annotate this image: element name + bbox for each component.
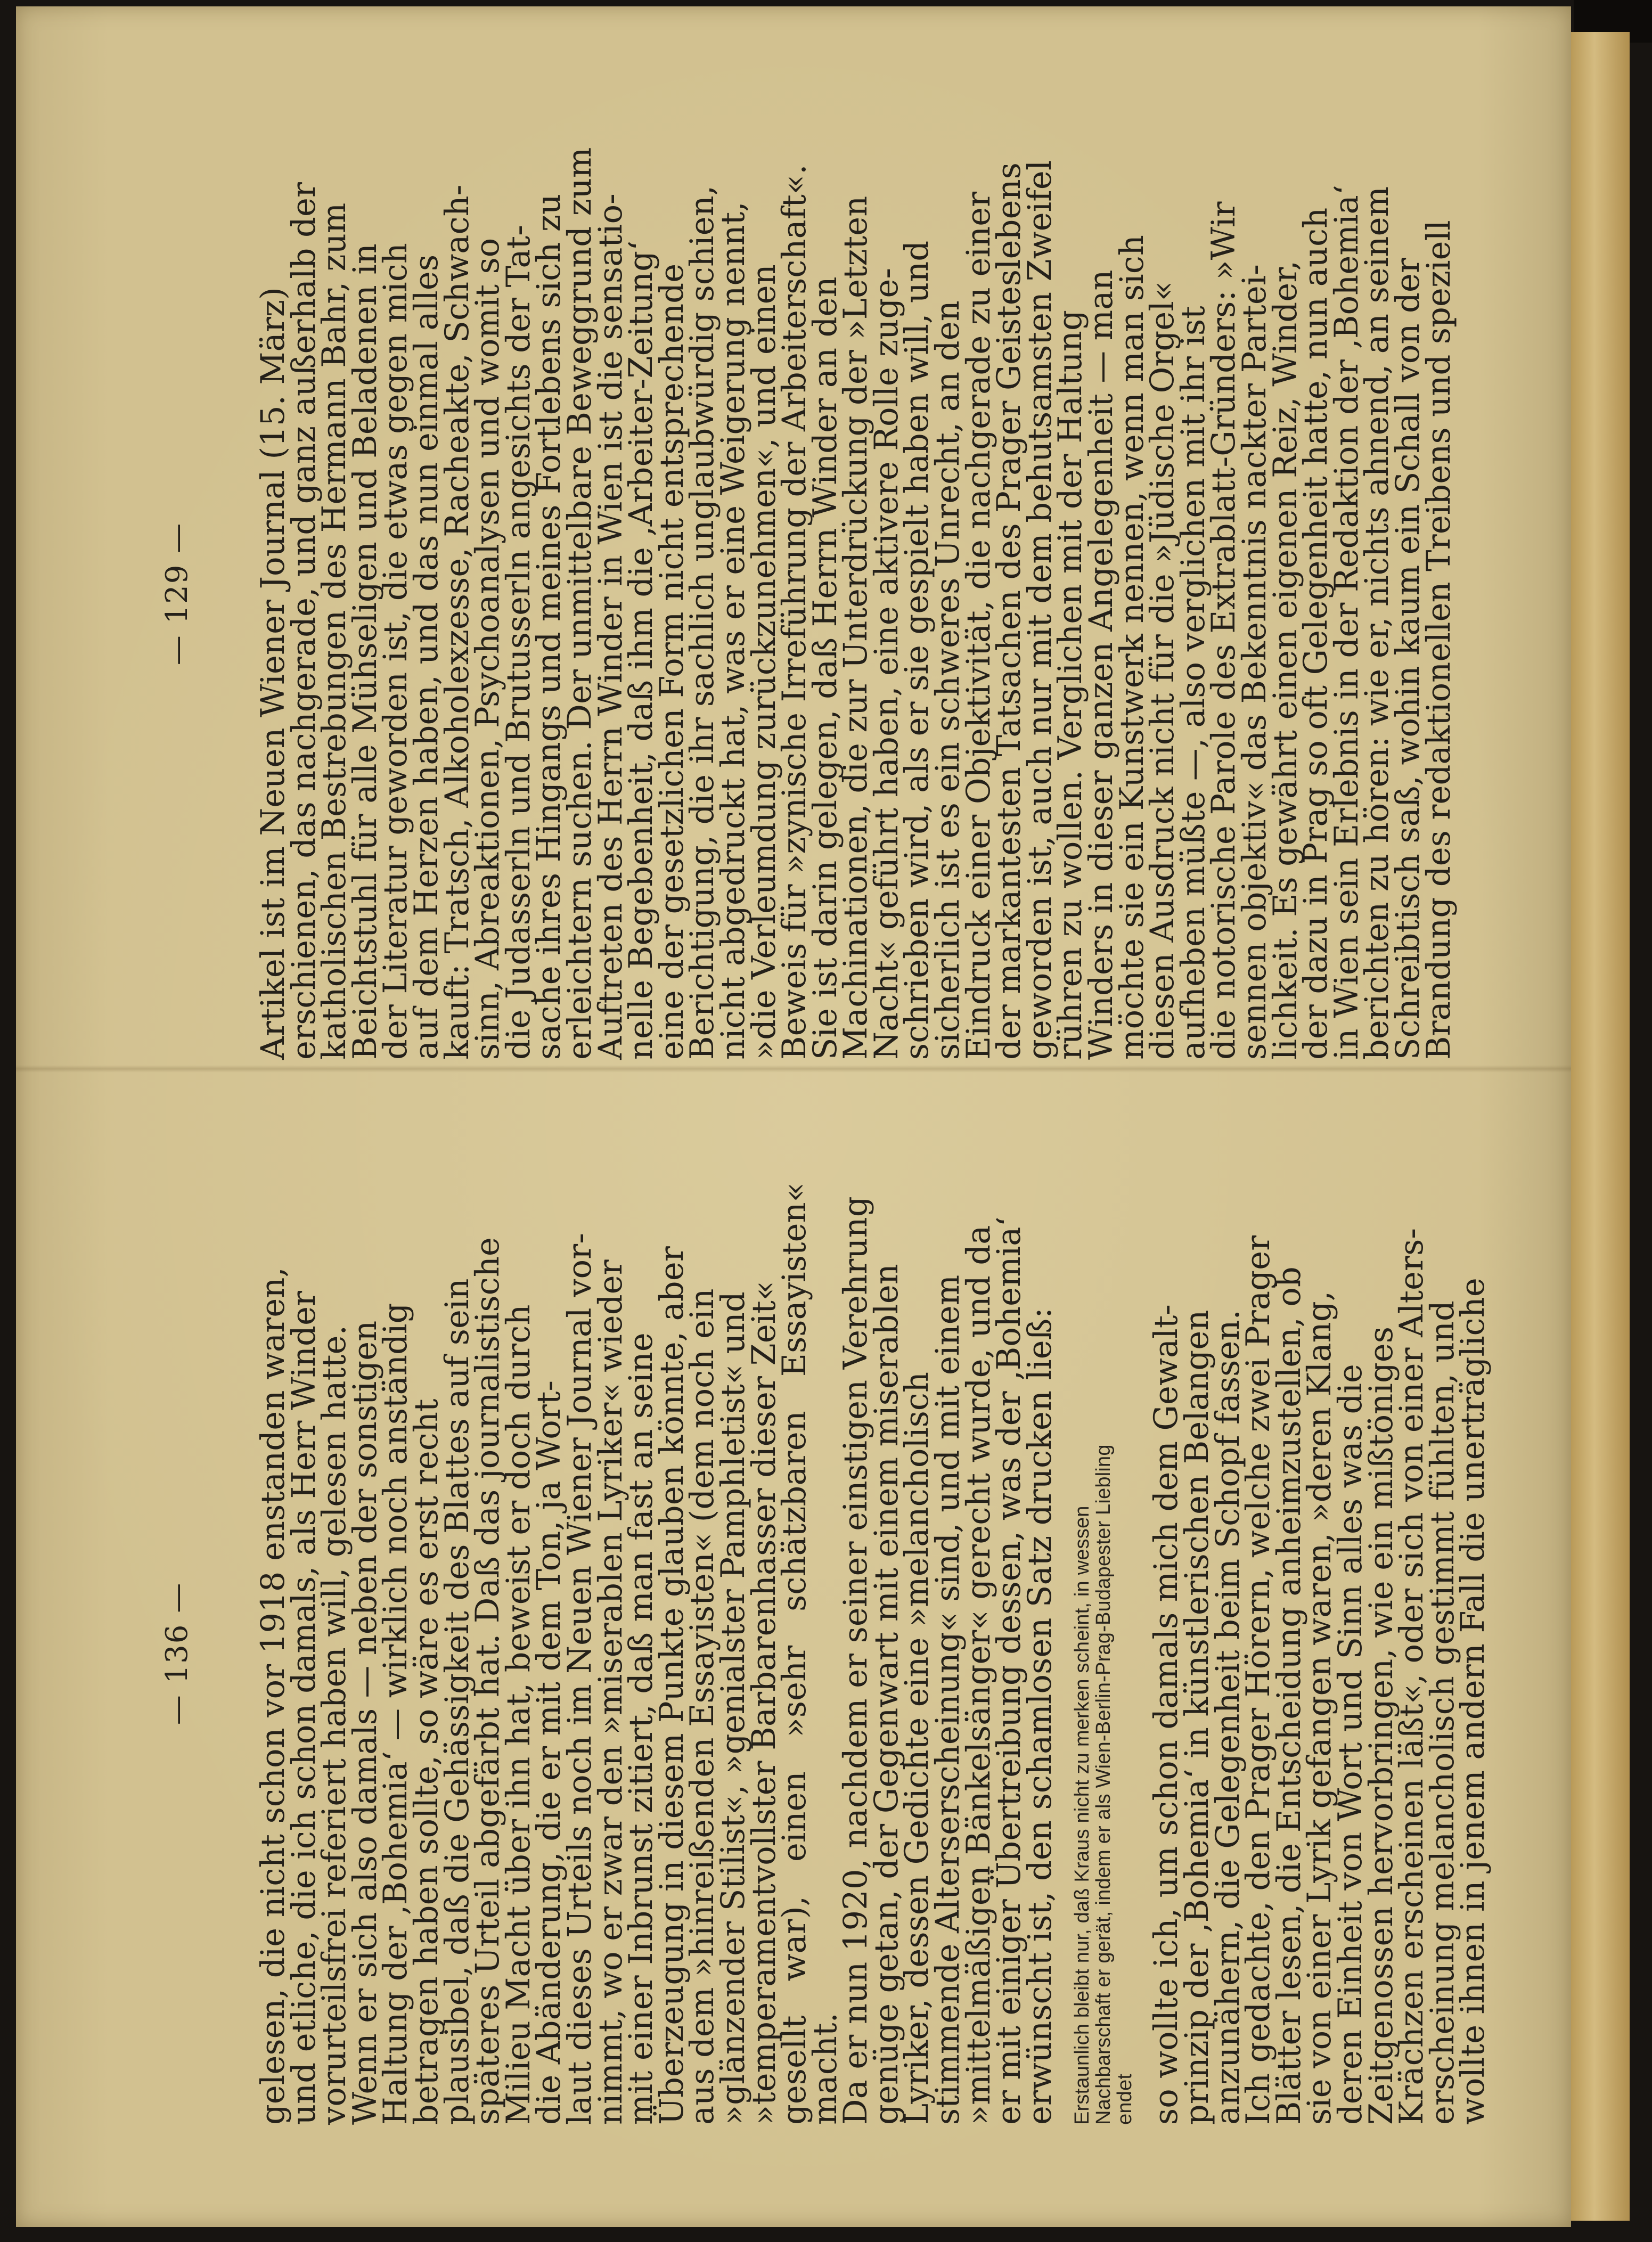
body-text: Artikel ist im Neuen Wiener Journal (15. März) erschienen, das nachgerade, und ganz außerhalb der katholischen Bestrebungen des Hermann Bahr, zum Beichtstuhl für alle Mühseligen und Beladenen in der Literatur geworden ist, die etwas gegen mich auf dem Herzen haben, und das nun einmal alles kauft: Tratsch, Alkoholexzesse, Racheakte, Schwach- sinn, Abreaktionen, Psychoanalysen und womit so die Judasserln und Brutusserln angesichts der Tat- sache ihres Hingangs und meines Fortlebens sich zu erleichtern suchen. Der unmittelbare Beweggrund zum Auftreten des Herrn Winder in Wien ist die sensatio- nelle Begebenheit, daß ihm die ‚Arbeiter-Zeitung‘ eine der gesetzlichen Form nicht entsprechende Berichtigung, die ihr sachlich unglaubwürdig schien, nicht abgedruckt hat, was er eine Weigerung nennt, »die Verleumdung zurückzunehmen«, und einen Beweis für »zynische Irreführung der Arbeiterschaft«. Sie ist darin gelegen, daß Herrn Winder an den Machinationen, die zur Unterdrückung der »Letzten Nacht« geführt haben, eine aktivere Rolle zuge- schrieben wird, als er sie gespielt haben will, und sicherlich ist es ein schweres Unrecht, an den Eindruck einer Objektivität, die nachgerade zu einer der markantesten Tatsachen des Prager Geisteslebens geworden ist, auch nur mit dem behutsamsten Zweifel rühren zu wollen. Verglichen mit der Haltung Winders in dieser ganzen Angelegenheit — man möchte sie ein Kunstwerk nennen, wenn man sich diesen Ausdruck nicht für die »Jüdische Orgel« aufheben müßte —, also verglichen mit ihr ist die notorische Parole des Extrablatt-Gründers: »Wir sennen objektiv« das Bekenntnis nackter Partei- lichkeit. Es gewährt einen eigenen Reiz, Winder, der dazu in Prag so oft Gelegenheit hatte, nun auch in Wien sein Erlebnis in der Redaktion der ‚Bohemia‘ berichten zu hören: wie er, nichts ahnend, an seinem Schreibtisch saß, wohin kaum ein Schall von der Brandung des redaktionellen Treibens und speziell	[255, 147, 1458, 1060]
body-text-continued: so wollte ich, um schon damals mich dem Gewalt- prinzip der ‚Bohemia‘ in künstlerischen Belangen anzunähern, die Gelegenheit beim Schopf fassen. Ich gedachte, den Prager Hörern, welche zwei Prager Blätter lesen, die Entscheidung anheimzustellen, ob sie von einer Lyrik gefangen waren, »deren Klang, deren Einheit von Wort und Sinn alles was die Zeitgenossen hervorbringen, wie ein mißtöniges Krächzen erscheinen läßt«, oder sich von einer Alters- erscheinung melancholisch gestimmt fühlten, und wollte ihnen in jenem andern Fall die unerträgliche	[1148, 1228, 1492, 2125]
body-text: gelesen, die nicht schon vor 1918 enstanden waren, und etliche, die ich schon damals, als Herr Winder vorurteilsfrei referiert haben will, gelesen hatte. Wenn er sich also damals — neben der sonstigen Haltung der ‚Bohemia‘ — wirklich noch anständig betragen haben sollte, so wäre es erst recht plausibel, daß die Gehässigkeit des Blattes auf sein späteres Urteil abgefärbt hat. Daß das journalistische Milieu Macht über ihn hat, beweist er doch durch die Abänderung, die er mit dem Ton, ja Wort- laut dieses Urteils noch im Neuen Wiener Journal vor- nimmt, wo er zwar den »miserablen Lyriker« wieder mit einer Inbrunst zitiert, daß man fast an seine Überzeugung in diesem Punkte glauben könnte, aber aus dem »hinreißenden Essayisten« (dem noch ein »glänzender Stilist«, »genialster Pamphletist« und »temperamentvollster Barbarenhasser dieser Zeit« gesellt war), einen »sehr schätzbaren Essayisten« macht. Da er nun 1920, nachdem er seiner einstigen Verehrung genüge getan, der Gegenwart mit einem miserablen Lyriker, dessen Gedichte eine »melancholisch stimmende Alterserscheinung« sind, und mit einem »mittelmäßigen Bänkelsänger« gerecht wurde, und da er mit einiger Übertreibung dessen, was der ‚Bohemia‘ erwünscht ist, den schamlosen Satz drucken ließ:	[255, 1182, 1059, 2125]
center-fold	[16, 1065, 1571, 1073]
page-number: — 129 —	[160, 522, 194, 666]
page-number: — 136 —	[160, 1582, 194, 1725]
page-129	[160, 128, 1458, 1060]
adjacent-page-edge	[1571, 32, 1630, 2221]
page-136	[160, 1182, 1492, 2125]
footnote-quote: Erstaunlich bleibt nur, daß Kraus nicht zu merken scheint, in wessen Nachbarschaft er gerät, indem er als Wien-Berlin-Prag-Budapester Liebling endet	[1071, 1444, 1136, 2125]
